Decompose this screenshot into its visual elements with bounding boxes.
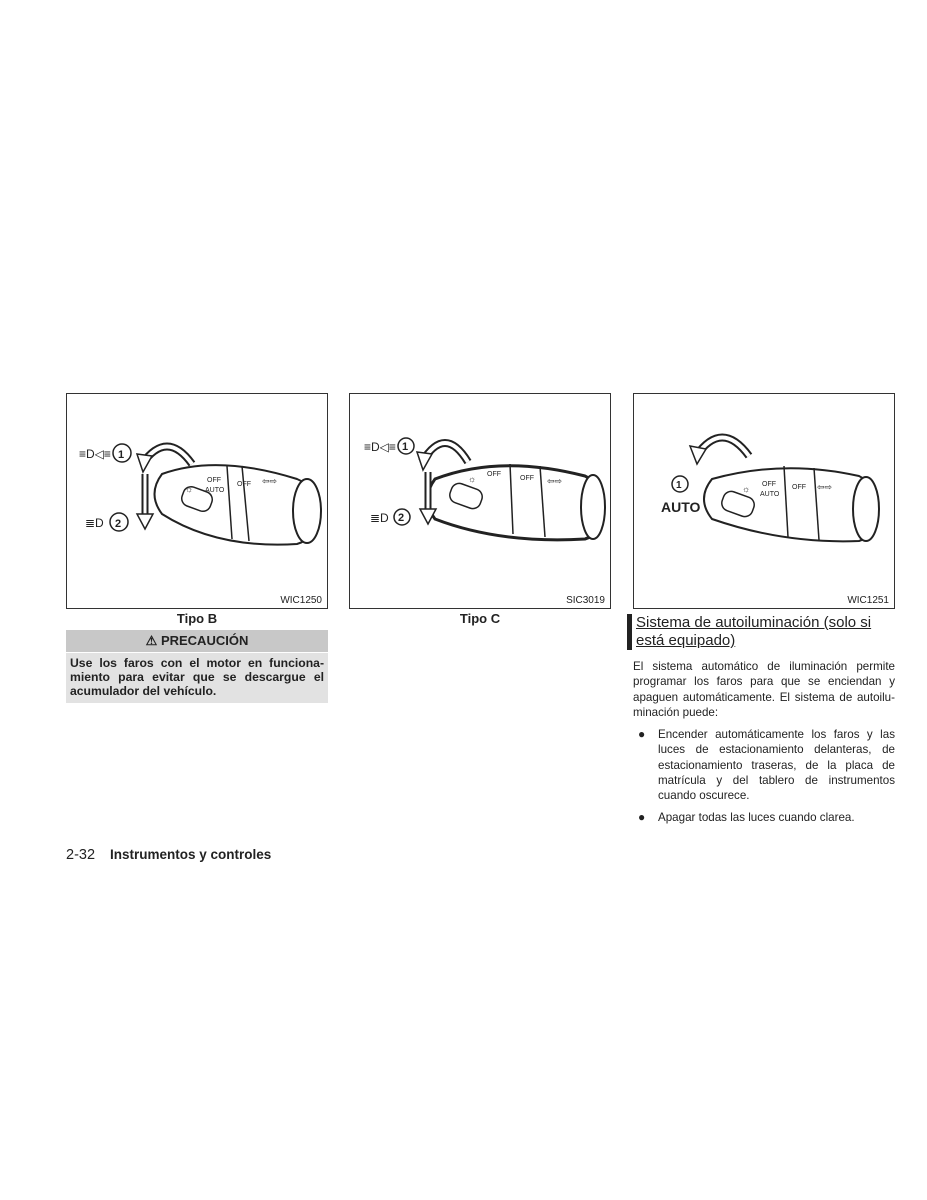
figure-code: WIC1251 [847, 595, 889, 606]
flash-to-pass-icon: ≣D [370, 511, 389, 525]
figure-auto [633, 393, 895, 609]
section-title [627, 614, 904, 650]
high-beam-icon: ≡D◁≡ [79, 447, 111, 461]
svg-text:⇦⇨: ⇦⇨ [817, 482, 833, 492]
svg-text:☼: ☼ [185, 484, 194, 494]
headlight-switch-illustration-b [67, 394, 327, 608]
svg-text:☼: ☼ [468, 474, 477, 484]
svg-text:⇦⇨: ⇦⇨ [547, 476, 563, 486]
page-number: 2-32 [66, 847, 96, 863]
auto-label: AUTO [661, 499, 701, 515]
headlight-switch-illustration-c [350, 394, 610, 608]
section-paragraph: El sistema automático de iluminación permite programar los faros para que se enciendan y apaguen automáticamente. El sistema de autoilu-minación puede: [633, 660, 895, 719]
caption-tipo-c: Tipo C [459, 611, 501, 626]
high-beam-icon: ≡D◁≡ [364, 440, 396, 454]
chapter-title: Instrumentos y controles [110, 847, 272, 862]
svg-text:AUTO: AUTO [760, 491, 780, 498]
figure-tipo-c [349, 393, 611, 609]
list-item-text: Apagar todas las luces cuando clarea. [658, 811, 855, 824]
flash-to-pass-icon: ≣D [85, 516, 104, 530]
marker-1: 1 [402, 441, 409, 453]
figure-code: WIC1250 [280, 595, 322, 606]
list-item [638, 810, 895, 825]
headlight-switch-illustration-auto [634, 394, 894, 608]
svg-text:AUTO: AUTO [205, 487, 225, 494]
list-item [638, 727, 895, 803]
caution-heading-text: PRECAUCIÓN [160, 633, 249, 648]
warning-icon: ⚠ [145, 633, 158, 648]
bullet-icon: ● [638, 727, 646, 741]
svg-text:☼: ☼ [742, 484, 751, 494]
list-item-text: Encender automáticamente los faros y las luces de estacionamiento delanteras, de estacionamiento traseras, de la placa de matrícula y del tablero de instrumentos cuando oscurece. [658, 728, 895, 803]
svg-text:OFF: OFF [762, 481, 776, 488]
section-title-line2: está equipado) [636, 632, 736, 649]
caution-text: Use los faros con el motor en funciona-miento para evitar que se descargue el acumulador del vehículo. [66, 653, 328, 703]
bullet-icon: ● [638, 810, 646, 824]
marker-1: 1 [676, 480, 682, 491]
svg-text:OFF: OFF [520, 475, 534, 482]
caption-tipo-b: Tipo B [176, 611, 218, 626]
figure-tipo-b [66, 393, 328, 609]
caution-heading [66, 630, 328, 652]
figure-code: SIC3019 [566, 595, 605, 606]
marker-1: 1 [118, 449, 125, 461]
svg-text:OFF: OFF [792, 484, 806, 491]
marker-2: 2 [115, 518, 122, 530]
marker-2: 2 [398, 512, 405, 524]
svg-text:OFF: OFF [487, 471, 501, 478]
svg-text:OFF: OFF [237, 481, 251, 488]
svg-text:⇦⇨: ⇦⇨ [262, 476, 278, 486]
svg-text:OFF: OFF [207, 477, 221, 484]
section-title-line1: Sistema de autoiluminación (solo si [636, 614, 872, 631]
